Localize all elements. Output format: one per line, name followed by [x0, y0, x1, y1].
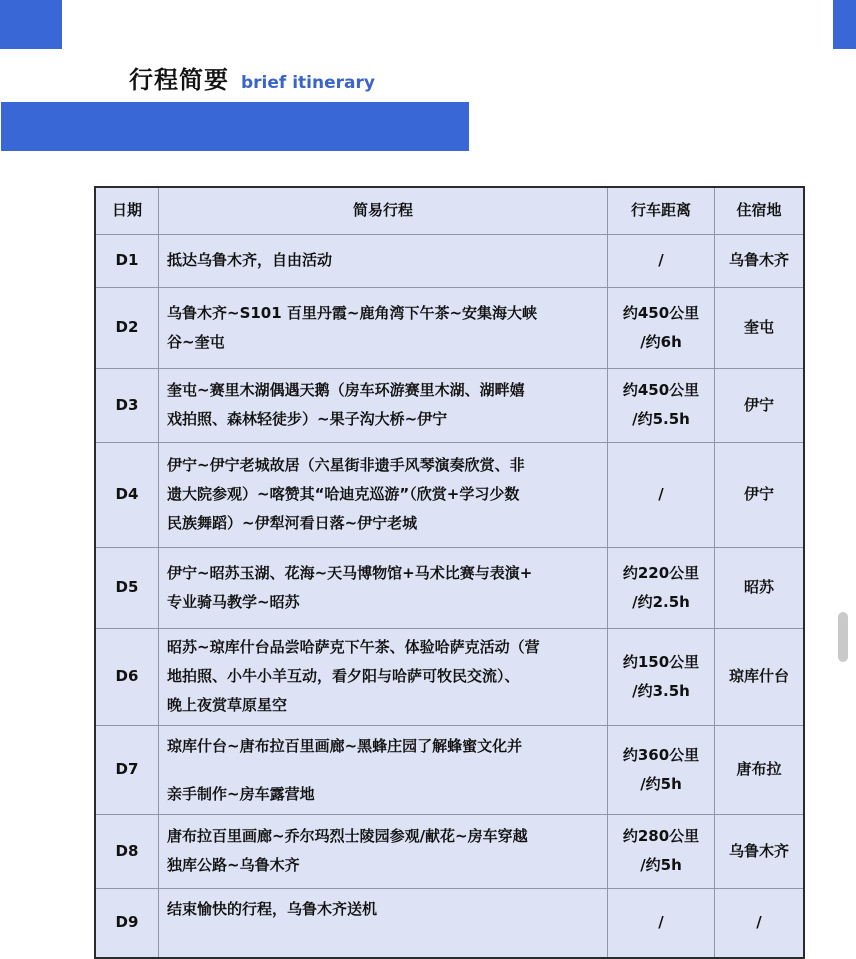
cell-day: D8 [95, 814, 159, 888]
cell-route: 伊宁~昭苏玉湖、花海~天马博物馆+马术比赛与表演+ 专业骑马教学~昭苏 [159, 547, 608, 628]
table-row [95, 442, 804, 547]
header-date: 日期 [95, 187, 159, 234]
cell-accommodation: 伊宁 [715, 442, 805, 547]
section-heading [129, 60, 375, 95]
title-bar [1, 102, 469, 151]
cell-distance: / [608, 888, 715, 958]
table-row [95, 628, 804, 725]
table-row [95, 287, 804, 368]
cell-day: D4 [95, 442, 159, 547]
cell-distance: / [608, 234, 715, 287]
table-row [95, 547, 804, 628]
cell-day: D1 [95, 234, 159, 287]
header-distance: 行车距离 [608, 187, 715, 234]
cell-distance: 约360公里 /约5h [608, 725, 715, 814]
header-accommodation: 住宿地 [715, 187, 805, 234]
header-route: 简易行程 [159, 187, 608, 234]
cell-distance: 约150公里 /约3.5h [608, 628, 715, 725]
cell-day: D2 [95, 287, 159, 368]
cell-route: 乌鲁木齐~S101 百里丹霞~鹿角湾下午茶~安集海大峡 谷~奎屯 [159, 287, 608, 368]
scrollbar-thumb[interactable] [838, 612, 848, 662]
cell-distance: 约280公里 /约5h [608, 814, 715, 888]
cell-distance: 约450公里 /约5.5h [608, 368, 715, 442]
cell-distance: 约450公里 /约6h [608, 287, 715, 368]
table-header-row [95, 187, 804, 234]
cell-route: 奎屯~赛里木湖偶遇天鹅（房车环游赛里木湖、湖畔嬉 戏拍照、森林轻徒步）~果子沟大桥~伊宁 [159, 368, 608, 442]
cell-distance: 约220公里 /约2.5h [608, 547, 715, 628]
cell-day: D9 [95, 888, 159, 958]
itinerary-table [94, 186, 805, 959]
table-row [95, 234, 804, 287]
cell-accommodation: 乌鲁木齐 [715, 234, 805, 287]
corner-decoration-left [0, 0, 62, 49]
cell-accommodation: 琼库什台 [715, 628, 805, 725]
table-row [95, 888, 804, 958]
cell-accommodation: 昭苏 [715, 547, 805, 628]
cell-route: 伊宁~伊宁老城故居（六星街非遗手风琴演奏欣赏、非 遗大院参观）~喀赞其“哈迪克巡游”（欣赏+学习少数 民族舞蹈）~伊犁河看日落~伊宁老城 [159, 442, 608, 547]
cell-accommodation: 乌鲁木齐 [715, 814, 805, 888]
cell-accommodation: / [715, 888, 805, 958]
table-row [95, 814, 804, 888]
cell-accommodation: 奎屯 [715, 287, 805, 368]
cell-accommodation: 唐布拉 [715, 725, 805, 814]
cell-distance: / [608, 442, 715, 547]
cell-day: D5 [95, 547, 159, 628]
cell-route: 昭苏~琼库什台品尝哈萨克下午茶、体验哈萨克活动（营 地拍照、小牛小羊互动，看夕阳与哈萨可牧民交流）、 晚上夜赏草原星空 [159, 628, 608, 725]
corner-decoration-right [833, 0, 856, 49]
table-row [95, 725, 804, 814]
page-subtitle: brief itinerary [241, 73, 375, 93]
cell-route: 结束愉快的行程，乌鲁木齐送机 [159, 888, 608, 958]
cell-day: D6 [95, 628, 159, 725]
cell-route: 唐布拉百里画廊~乔尔玛烈士陵园参观/献花~房车穿越 独库公路~乌鲁木齐 [159, 814, 608, 888]
cell-route: 琼库什台~唐布拉百里画廊~黑蜂庄园了解蜂蜜文化并 亲手制作~房车露营地 [159, 725, 608, 814]
cell-route: 抵达乌鲁木齐，自由活动 [159, 234, 608, 287]
cell-day: D3 [95, 368, 159, 442]
table-row [95, 368, 804, 442]
page-title: 行程简要 [129, 66, 229, 94]
cell-accommodation: 伊宁 [715, 368, 805, 442]
cell-day: D7 [95, 725, 159, 814]
